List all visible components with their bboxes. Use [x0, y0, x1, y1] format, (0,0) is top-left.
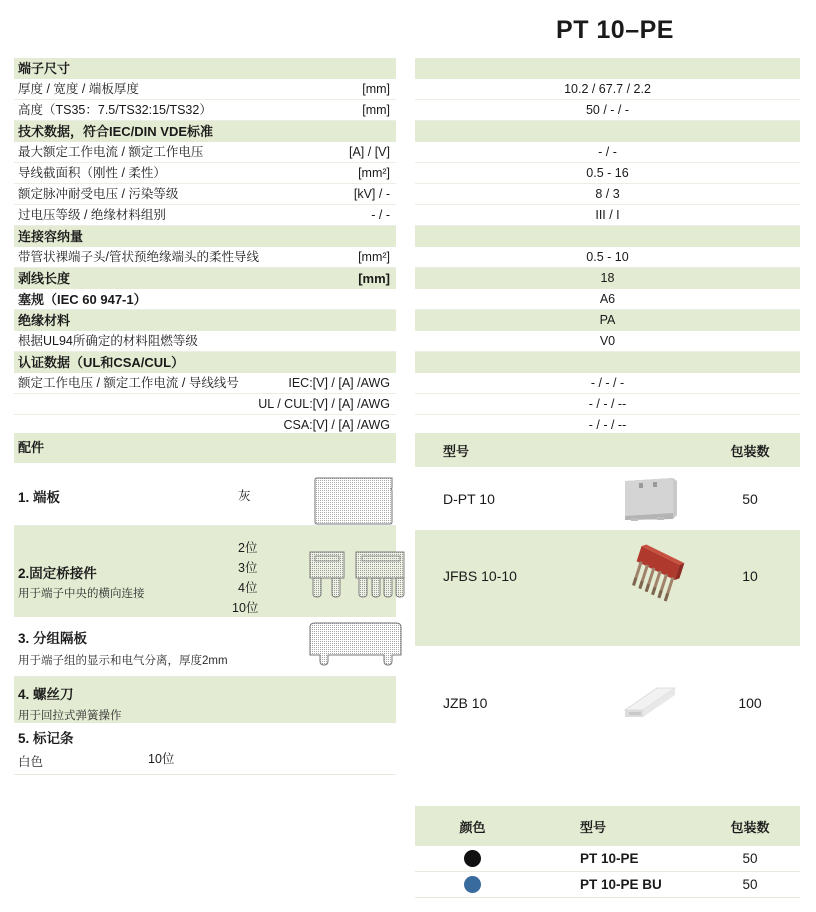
accessory-subtitle: 用于回拉式弹簧操作 [18, 710, 122, 722]
spec-value [415, 247, 800, 268]
spec-row [14, 205, 396, 226]
spec-value [415, 373, 800, 394]
product-table-colors [415, 806, 800, 898]
spec-value-text: 10.2 / 67.7 / 2.2 [564, 81, 651, 96]
column-header-color: 颜色 [459, 819, 486, 835]
spec-row-label: 带管状裸端子头/管状预绝缘端头的柔性导线 [18, 249, 259, 264]
spec-value [415, 142, 800, 163]
product-pack-qty: 50 [742, 490, 758, 507]
product-table-spacer-band [415, 621, 800, 646]
accessory-item-screwdriver [14, 677, 396, 723]
product-image-cell [595, 530, 700, 621]
product-model: JZB 10 [443, 694, 488, 711]
spec-section-heading-label: 端子尺寸 [18, 61, 71, 76]
accessory-position-3: 3位 [238, 561, 258, 575]
spec-value-text: - / - / -- [588, 396, 627, 411]
marker-strip-photo [619, 684, 683, 727]
spec-section-heading-label: 认证数据（UL和CSA/CUL） [18, 355, 185, 370]
accessory-subtitle: 用于端子中央的横向连接 [18, 588, 145, 600]
accessory-title: 4. 螺丝刀 [18, 687, 74, 702]
product-pack-qty: 50 [742, 851, 758, 866]
product-model: JFBS 10-10 [443, 567, 517, 584]
accessories-heading: 配件 [14, 433, 396, 463]
spec-value-spacer [415, 58, 800, 79]
spec-section-heading [14, 226, 396, 247]
color-swatch-cell [415, 850, 530, 867]
spec-value-text: - / - [598, 144, 617, 159]
spec-row-unit: [mm] [362, 102, 390, 117]
page-title: PT 10–PE [556, 16, 674, 44]
spec-value [415, 79, 800, 100]
table-row[interactable] [415, 846, 800, 872]
spec-value [415, 331, 800, 352]
accessory-item-fixed-bridge [14, 526, 396, 617]
spec-row-label: 导线截面积（刚性 / 柔性） [18, 165, 166, 180]
spec-value [415, 184, 800, 205]
spec-section-heading [14, 268, 396, 289]
spec-value-spacer [415, 352, 800, 373]
accessory-subtitle: 用于端子组的显示和电气分离，厚度2mm [18, 655, 228, 667]
column-header-pack: 包装数 [730, 819, 770, 835]
spec-section-heading [14, 58, 396, 79]
table-row[interactable] [415, 530, 800, 621]
spec-row-label: 最大额定工作电流 / 额定工作电压 [18, 144, 204, 159]
spec-value [415, 394, 800, 415]
color-swatch-cell [415, 876, 530, 893]
spec-row-unit: [mm²] [358, 165, 390, 180]
table-row[interactable] [415, 872, 800, 898]
column-header-model: 型号 [443, 443, 470, 459]
spec-section-heading [14, 310, 396, 331]
bridge-photo [617, 544, 695, 611]
column-header-pack: 包装数 [730, 443, 770, 459]
spec-section-heading-unit: [mm] [358, 271, 390, 286]
spec-value-text: V0 [599, 333, 616, 348]
spec-row-unit: [A] / [V] [349, 144, 390, 159]
accessory-position-2: 2位 [238, 541, 258, 555]
partition-plate-icon [304, 619, 409, 674]
spec-value-text: III / I [595, 207, 620, 222]
spec-row-label: 额定脉冲耐受电压 / 污染等级 [18, 186, 179, 201]
spec-section-heading [14, 289, 396, 310]
cert-row-label: 额定工作电压 / 额定工作电流 / 导线线号 [18, 375, 239, 390]
spec-section-heading-label: 剥线长度 [18, 271, 71, 286]
spec-row-unit: [mm] [362, 81, 390, 96]
product-table-marker [415, 646, 800, 759]
fixed-bridge-icon [304, 548, 409, 605]
spec-row-unit: [kV] / - [353, 186, 390, 201]
accessory-position-4: 4位 [238, 581, 258, 595]
spec-section-heading-label: 塞规（IEC 60 947-1） [18, 291, 147, 307]
spec-value [415, 289, 800, 310]
accessory-title: 3. 分组隔板 [18, 631, 88, 646]
spec-value-column [415, 58, 800, 436]
cert-row-unit: CSA:[V] / [A] /AWG [283, 417, 390, 432]
spec-value [415, 310, 800, 331]
accessory-color-label: 灰 [238, 489, 251, 503]
end-plate-icon [310, 476, 398, 531]
spec-row [14, 142, 396, 163]
accessories-panel [14, 433, 396, 775]
table-row[interactable] [415, 467, 800, 530]
spec-row [14, 163, 396, 184]
spec-row-label: 厚度 / 宽度 / 端板厚度 [18, 81, 139, 96]
spec-value-text: 50 / - / - [585, 102, 630, 117]
spec-section-heading [14, 352, 396, 373]
spec-value-text: 8 / 3 [595, 186, 620, 201]
product-model: PT 10-PE BU [580, 877, 662, 892]
spec-value-text: A6 [599, 291, 616, 306]
accessory-title: 2.固定桥接件 [18, 566, 97, 581]
spec-row [14, 331, 396, 352]
spec-value [415, 100, 800, 121]
accessory-item-end-plate [14, 463, 396, 526]
accessory-position-10: 10位 [148, 752, 175, 766]
spec-value-text: - / - / - [590, 375, 625, 390]
spec-value-text: 0.5 - 16 [586, 165, 629, 180]
spec-row-label: 过电压等级 / 绝缘材料组别 [18, 207, 166, 222]
spec-row [14, 247, 396, 268]
spec-value-spacer [415, 121, 800, 142]
spec-value-text: - / - / -- [588, 417, 627, 432]
spec-value-text: 18 [600, 271, 615, 285]
cert-row [14, 394, 396, 415]
product-model: PT 10-PE [580, 851, 639, 866]
spec-row-label: 根据UL94所确定的材料阻燃等级 [18, 333, 198, 348]
column-header-model: 型号 [580, 819, 607, 835]
spec-value-spacer [415, 226, 800, 247]
spec-value [415, 268, 800, 289]
spec-value [415, 163, 800, 184]
product-table-accessories [415, 433, 800, 621]
spec-value-text: PA [599, 313, 616, 327]
spec-row [14, 79, 396, 100]
cert-row-unit: IEC:[V] / [A] /AWG [288, 375, 390, 390]
spec-section-heading [14, 121, 396, 142]
product-table-header [415, 806, 800, 846]
table-row[interactable] [415, 646, 800, 759]
color-dot-blue [464, 876, 481, 893]
spec-row-label: 高度（TS35：7.5/TS32:15/TS32） [18, 102, 212, 117]
product-pack-qty: 100 [738, 694, 762, 711]
accessory-title: 1. 端板 [18, 490, 61, 505]
product-pack-qty: 50 [742, 877, 758, 892]
product-table-header [415, 433, 800, 467]
spec-row-unit: [mm²] [358, 249, 390, 264]
spec-label-column [14, 58, 396, 436]
product-image-cell [595, 646, 700, 759]
product-image-cell [595, 467, 700, 530]
accessory-title: 5. 标记条 [18, 731, 74, 746]
cert-row-unit: UL / CUL:[V] / [A] /AWG [258, 396, 390, 411]
spec-row [14, 100, 396, 121]
accessory-item-partition-plate [14, 617, 396, 677]
spec-value-text: 0.5 - 10 [586, 249, 629, 264]
product-model: D-PT 10 [443, 490, 495, 507]
spec-row-unit: - / - [371, 207, 390, 222]
spec-section-heading-label: 绝缘材料 [18, 313, 71, 328]
spec-value [415, 205, 800, 226]
color-dot-black [464, 850, 481, 867]
accessory-color-label: 白色 [18, 755, 44, 769]
spec-section-heading-label: 技术数据，符合IEC/DIN VDE标准 [18, 124, 214, 139]
spec-row [14, 184, 396, 205]
end-plate-photo [617, 475, 685, 526]
accessory-item-marker-strip [14, 723, 396, 775]
product-pack-qty: 10 [742, 567, 758, 584]
accessory-position-10: 10位 [232, 601, 259, 615]
spec-section-heading-label: 连接容纳量 [18, 229, 84, 244]
cert-row [14, 373, 396, 394]
